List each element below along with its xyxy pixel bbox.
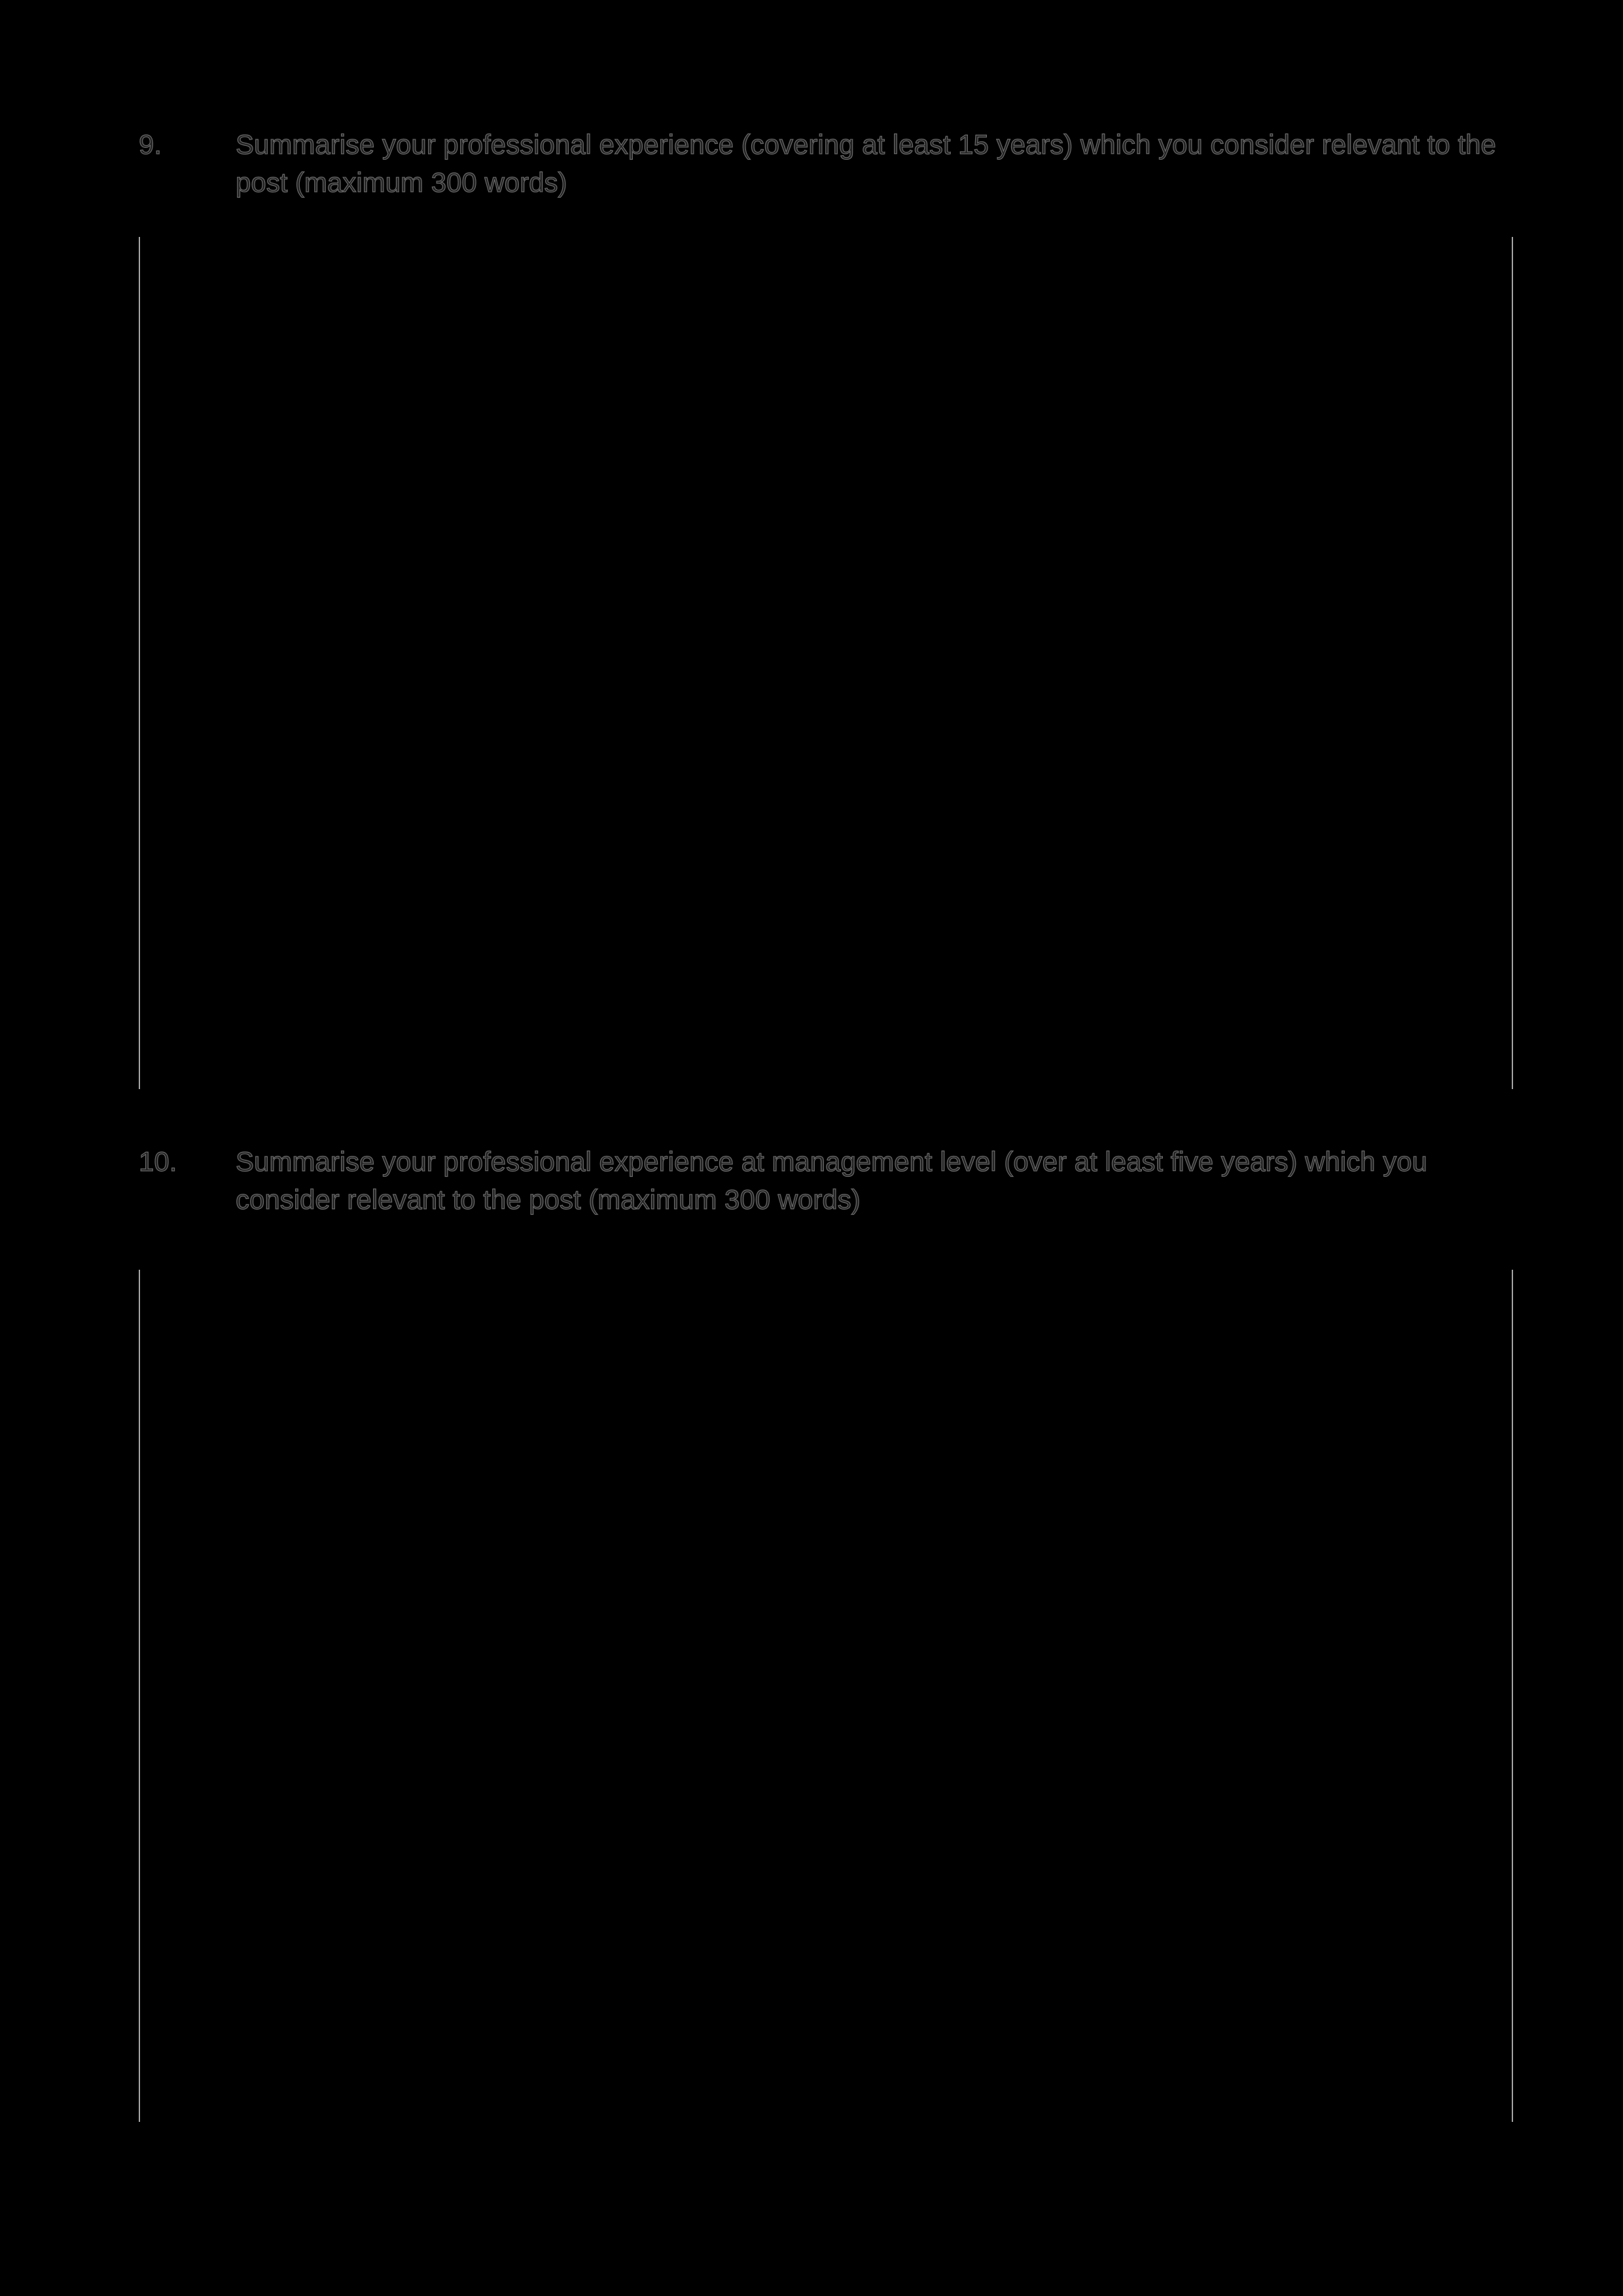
- question-text: Summarise your professional experience (covering at least 15 years) which you consider relevant to the post (maximum 300 words): [236, 129, 1496, 198]
- answer-box-question-10[interactable]: [139, 1270, 1513, 2122]
- question-text: Summarise your professional experience at management level (over at least five years) which you consider relevant to the post (maximum 300 words): [236, 1146, 1427, 1215]
- question-number: 9.: [139, 129, 162, 160]
- question-number: 10.: [139, 1146, 177, 1177]
- answer-box-question-9[interactable]: [139, 237, 1513, 1089]
